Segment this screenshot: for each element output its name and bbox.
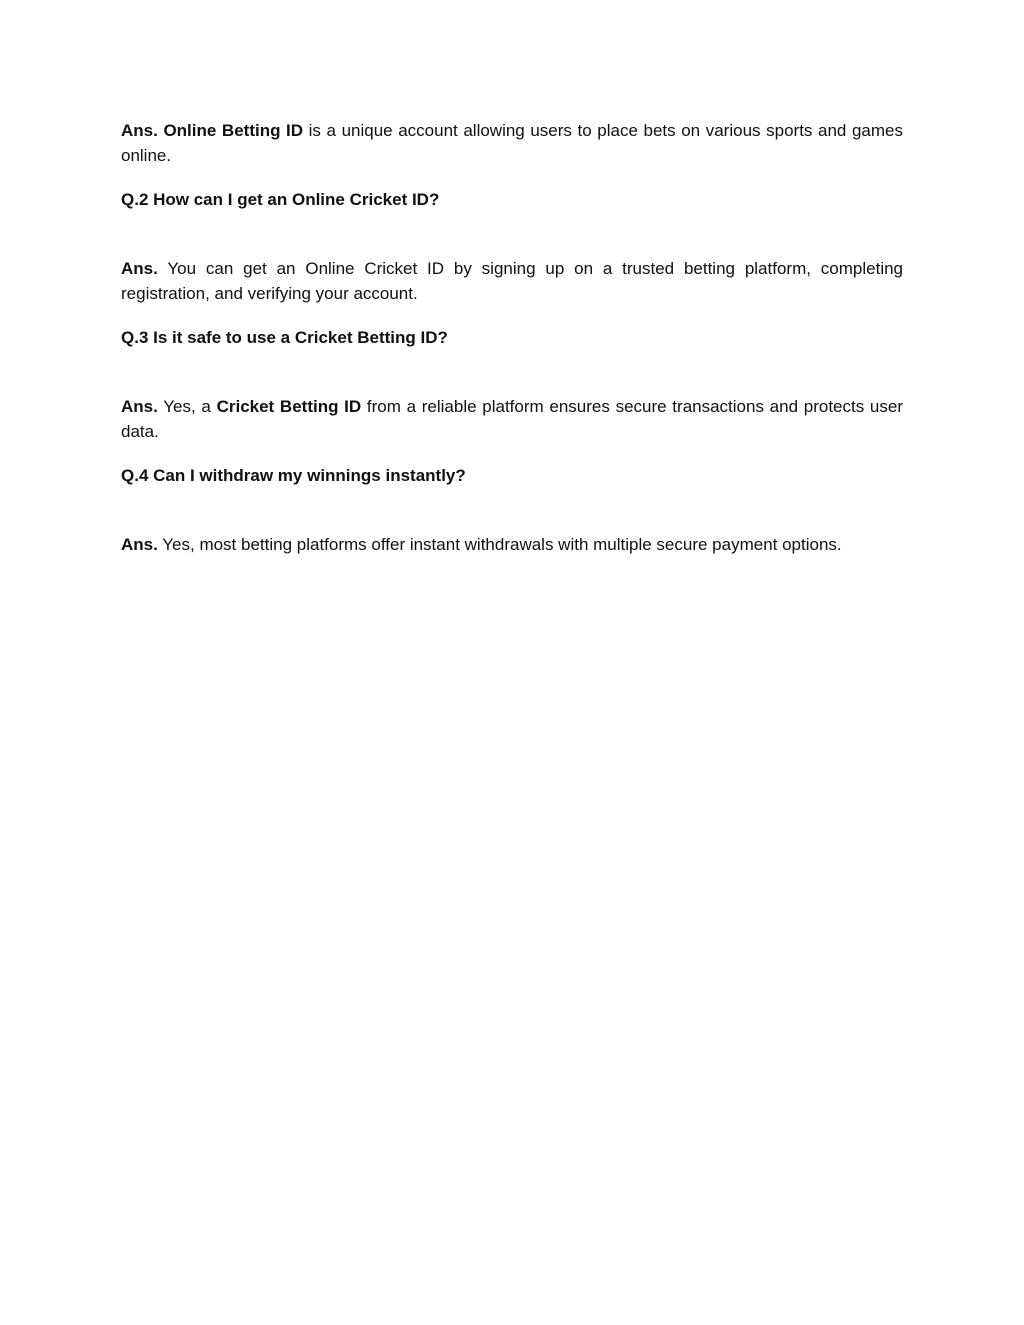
answer-2 [121, 256, 903, 306]
question-4: Q.4 Can I withdraw my winnings instantly? [121, 466, 466, 485]
answer-text: Yes, a [157, 397, 217, 416]
answer-prefix: Ans. [121, 121, 158, 140]
spacer [121, 306, 903, 325]
spacer [121, 350, 903, 394]
document-page [121, 118, 903, 557]
answer-prefix: Ans. [121, 397, 158, 416]
answer-4 [121, 532, 903, 557]
spacer [121, 444, 903, 463]
answer-term: Online Betting ID [163, 121, 304, 140]
answer-text: Yes, most betting platforms offer instant withdrawals with multiple secure payment options. [157, 535, 842, 554]
answer-prefix: Ans. [121, 259, 158, 278]
answer-term: Cricket Betting ID [216, 397, 362, 416]
spacer [121, 168, 903, 187]
spacer [121, 488, 903, 532]
question-3: Q.3 Is it safe to use a Cricket Betting ID? [121, 328, 448, 347]
spacer [121, 212, 903, 256]
answer-text: from a reliable platform ensures secure transactions and protects user data. [121, 397, 903, 441]
answer-text: You can get an Online Cricket ID by signing up on a trusted betting platform, completing registration, and verifying your account. [121, 259, 903, 303]
answer-1 [121, 118, 903, 168]
answer-3 [121, 394, 903, 444]
answer-text: is a unique account allowing users to place bets on various sports and games online. [121, 121, 903, 165]
question-2: Q.2 How can I get an Online Cricket ID? [121, 190, 440, 209]
answer-prefix: Ans. [121, 535, 158, 554]
